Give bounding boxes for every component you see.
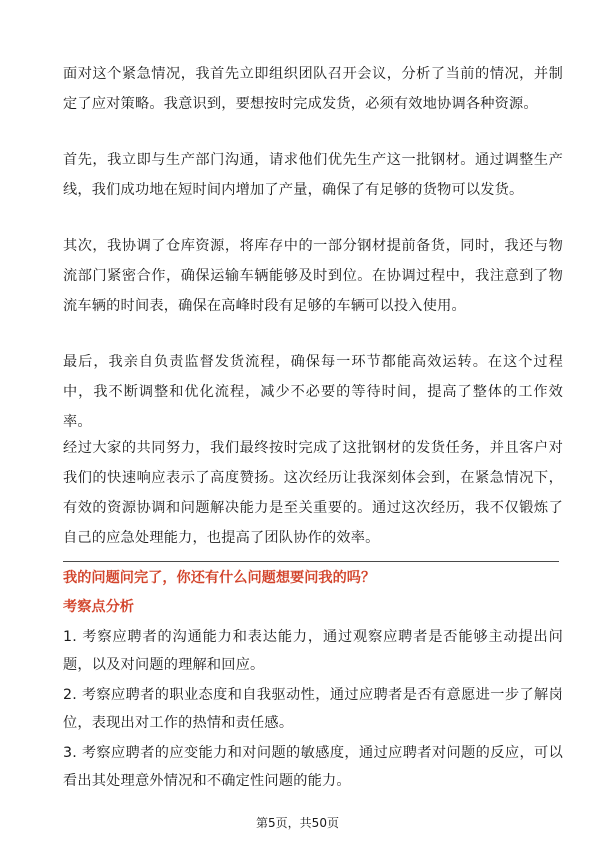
analysis-item-1: 1. 考察应聘者的沟通能力和表达能力，通过观察应聘者是否能够主动提出问题，以及对问题的理解和回应。 [63, 629, 563, 673]
answer-paragraph-4: 最后，我亲自负责监督发货流程，确保每一环节都能高效运转。在这个过程中，我不断调整和优化流程，减少不必要的等待时间，提高了整体的工作效率。 [63, 354, 563, 430]
page-number-footer: 第5页，共50页 [256, 816, 339, 830]
analysis-heading: 考察点分析 [63, 599, 134, 615]
analysis-item-3: 3. 考察应聘者的应变能力和对问题的敏感度，通过应聘者对问题的反应，可以看出其处理意外情况和不确定性问题的能力。 [63, 745, 563, 789]
section-divider [63, 561, 559, 562]
answer-paragraph-1: 面对这个紧急情况，我首先立即组织团队召开会议，分析了当前的情况，并制定了应对策略。我意识到，要想按时完成发货，必须有效地协调各种资源。 [63, 66, 563, 112]
analysis-item-2: 2. 考察应聘者的职业态度和自我驱动性，通过应聘者是否有意愿进一步了解岗位，表现出对工作的热情和责任感。 [63, 687, 563, 731]
interview-question: 我的问题问完了，你还有什么问题想要问我的吗？ [63, 570, 376, 586]
answer-paragraph-5: 经过大家的共同努力，我们最终按时完成了这批钢材的发货任务，并且客户对我们的快速响应表示了高度赞扬。这次经历让我深刻体会到，在紧急情况下，有效的资源协调和问题解决能力是至关重要的。通过这次经历，我不仅锻炼了自己的应急处理能力，也提高了团队协作的效率。 [63, 440, 563, 546]
answer-paragraph-2: 首先，我立即与生产部门沟通，请求他们优先生产这一批钢材。通过调整生产线，我们成功地在短时间内增加了产量，确保了有足够的货物可以发货。 [63, 152, 563, 198]
answer-paragraph-3: 其次，我协调了仓库资源，将库存中的一部分钢材提前备货，同时，我还与物流部门紧密合作，确保运输车辆能够及时到位。在协调过程中，我注意到了物流车辆的时间表，确保在高峰时段有足够的车辆可以投入使用。 [63, 238, 563, 314]
